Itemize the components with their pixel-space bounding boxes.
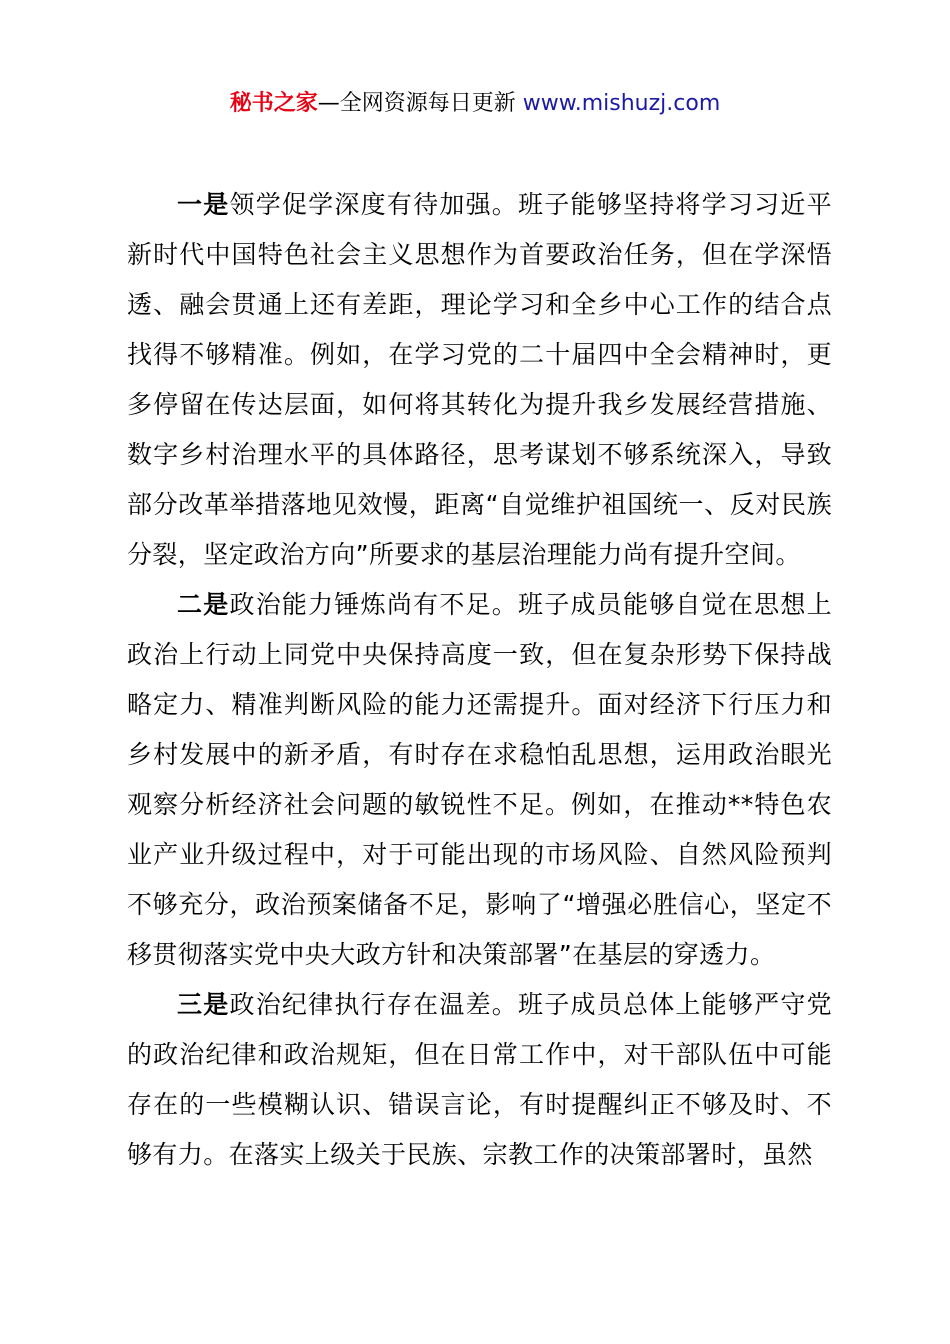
paragraph-lead: 二是 (177, 590, 230, 619)
site-url[interactable]: www.mishuzj.com (522, 91, 721, 116)
paragraph-lead: 三是 (177, 990, 230, 1019)
site-tagline: —全网资源每日更新 (317, 91, 523, 116)
paragraph-text: 政治纪律执行存在温差。班子成员总体上能够严守党的政治纪律和政治规矩，但在日常工作中，对干部队伍中可能存在的一些模糊认识、错误言论，有时提醒纠正不够及时、不够有力。在落实上级关于民族、宗教工作的决策部署时，虽然 (127, 990, 832, 1169)
site-brand: 秘书之家 (229, 91, 318, 116)
document-body (127, 180, 832, 1180)
paragraph-text: 政治能力锤炼尚有不足。班子成员能够自觉在思想上政治上行动上同党中央保持高度一致，但在复杂形势下保持战略定力、精准判断风险的能力还需提升。面对经济下行压力和乡村发展中的新矛盾，有时存在求稳怕乱思想，运用政治眼光观察分析经济社会问题的敏锐性不足。例如，在推动**特色农业产业升级过程中，对于可能出现的市场风险、自然风险预判不够充分，政治预案储备不足，影响了“增强必胜信心，坚定不移贯彻落实党中央大政方针和决策部署”在基层的穿透力。 (127, 590, 832, 969)
site-header (0, 88, 950, 120)
paragraph-1 (127, 180, 832, 580)
paragraph-2 (127, 580, 832, 980)
paragraph-lead: 一是 (177, 190, 230, 219)
paragraph-3 (127, 980, 832, 1180)
paragraph-text: 领学促学深度有待加强。班子能够坚持将学习习近平新时代中国特色社会主义思想作为首要政治任务，但在学深悟透、融会贯通上还有差距，理论学习和全乡中心工作的结合点找得不够精准。例如，在学习党的二十届四中全会精神时，更多停留在传达层面，如何将其转化为提升我乡发展经营措施、数字乡村治理水平的具体路径，思考谋划不够系统深入，导致部分改革举措落地见效慢，距离“自觉维护祖国统一、反对民族分裂，坚定政治方向”所要求的基层治理能力尚有提升空间。 (127, 190, 832, 569)
